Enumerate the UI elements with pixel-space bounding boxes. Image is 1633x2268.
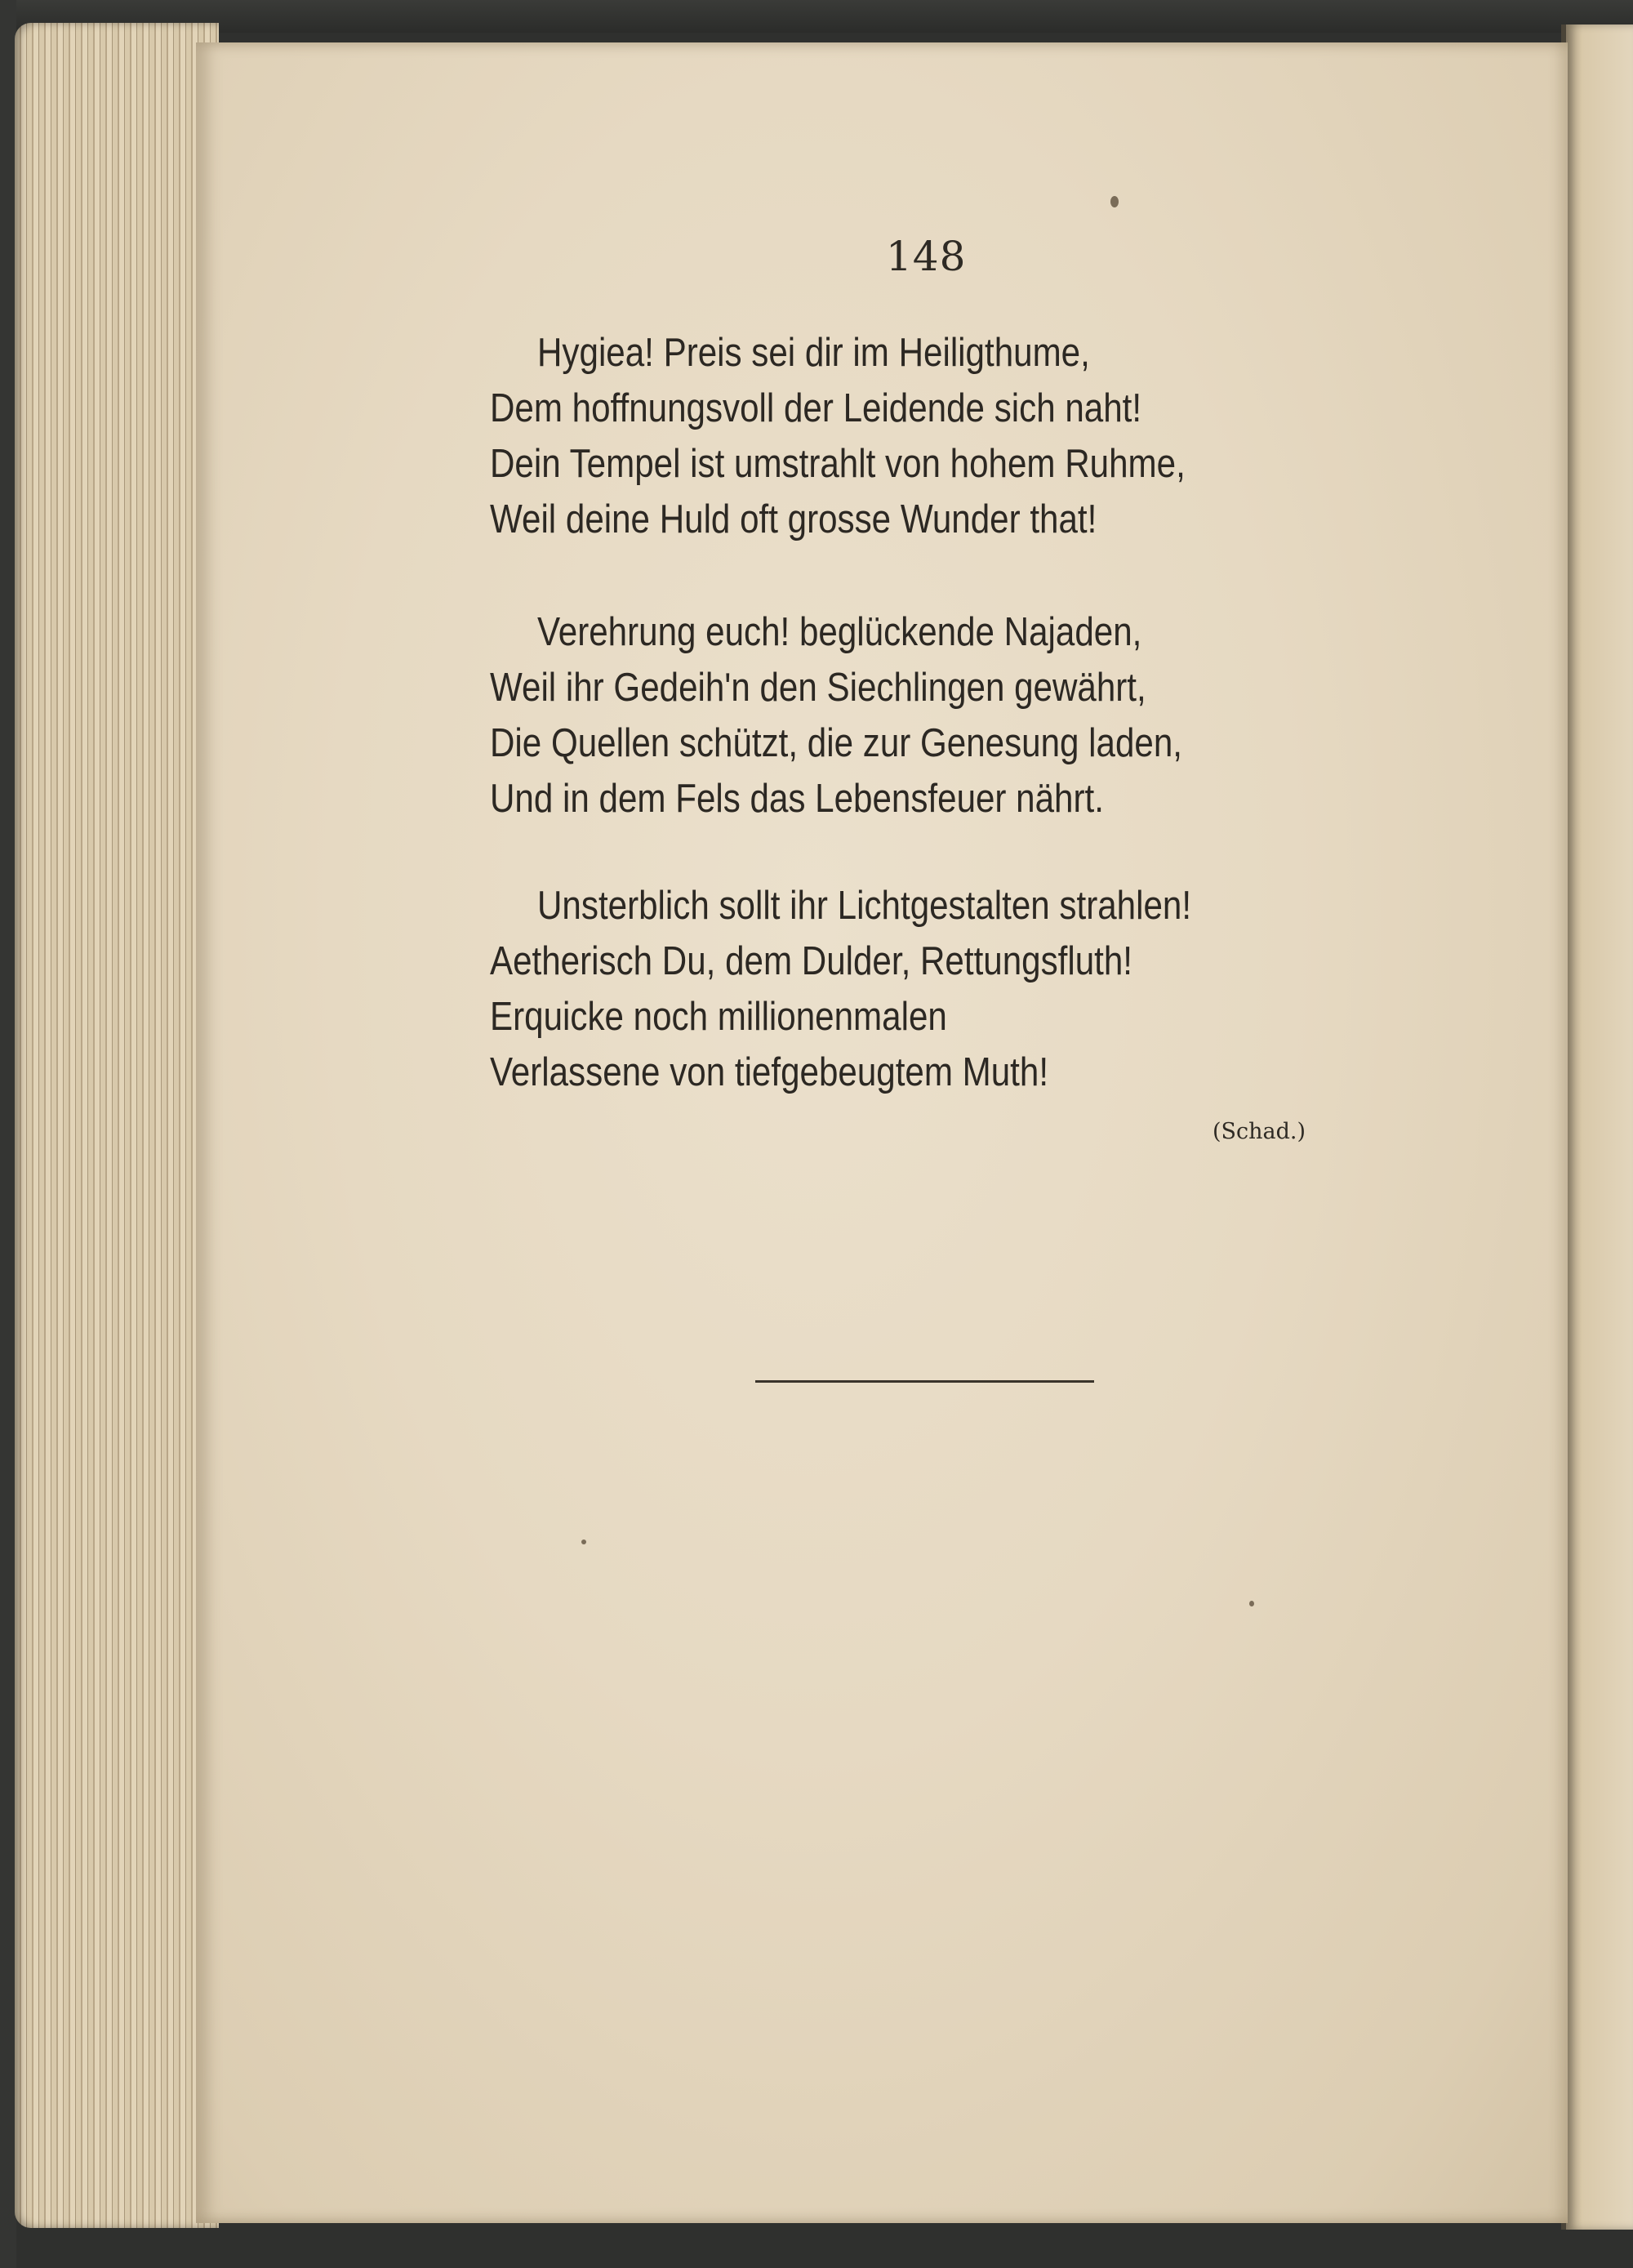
poem-stanza-2 (490, 604, 1429, 827)
poem-line: Weil deine Huld oft grosse Wunder that! (490, 497, 1097, 541)
page-number: 148 (886, 233, 967, 280)
facing-page-edge (1566, 25, 1633, 2230)
book-binding-left (0, 0, 16, 2268)
poem-line: Und in dem Fels das Lebensfeuer nährt. (490, 777, 1104, 821)
poem-line: Hygiea! Preis sei dir im Heiligthume, (537, 331, 1090, 375)
section-divider (755, 1380, 1094, 1383)
poem-line: Die Quellen schützt, die zur Genesung laden, (490, 721, 1182, 765)
paper-speck (1249, 1601, 1254, 1606)
page-edges (15, 23, 219, 2228)
poem-line: Dem hoffnungsvoll der Leidende sich naht! (490, 386, 1142, 430)
poem-line: Verehrung euch! beglückende Najaden, (537, 610, 1142, 654)
poem-stanza-3 (490, 878, 1429, 1100)
poem-line: Verlassene von tiefgebeugtem Muth! (490, 1050, 1049, 1094)
paper-speck (1110, 196, 1119, 207)
paper-speck (581, 1539, 586, 1544)
poem-line: Dein Tempel ist umstrahlt von hohem Ruhme, (490, 442, 1186, 486)
poem-line: Weil ihr Gedeih'n den Siechlingen gewährt, (490, 666, 1146, 710)
poem-attribution: (Schad.) (1213, 1119, 1306, 1144)
poem-line: Erquicke noch millionenmalen (490, 995, 947, 1039)
poem-line: Aetherisch Du, dem Dulder, Rettungsfluth! (490, 939, 1133, 983)
poem-stanza-1 (490, 325, 1429, 547)
poem-line: Unsterblich sollt ihr Lichtgestalten strahlen! (537, 884, 1192, 928)
book-binding-top (0, 0, 1633, 33)
